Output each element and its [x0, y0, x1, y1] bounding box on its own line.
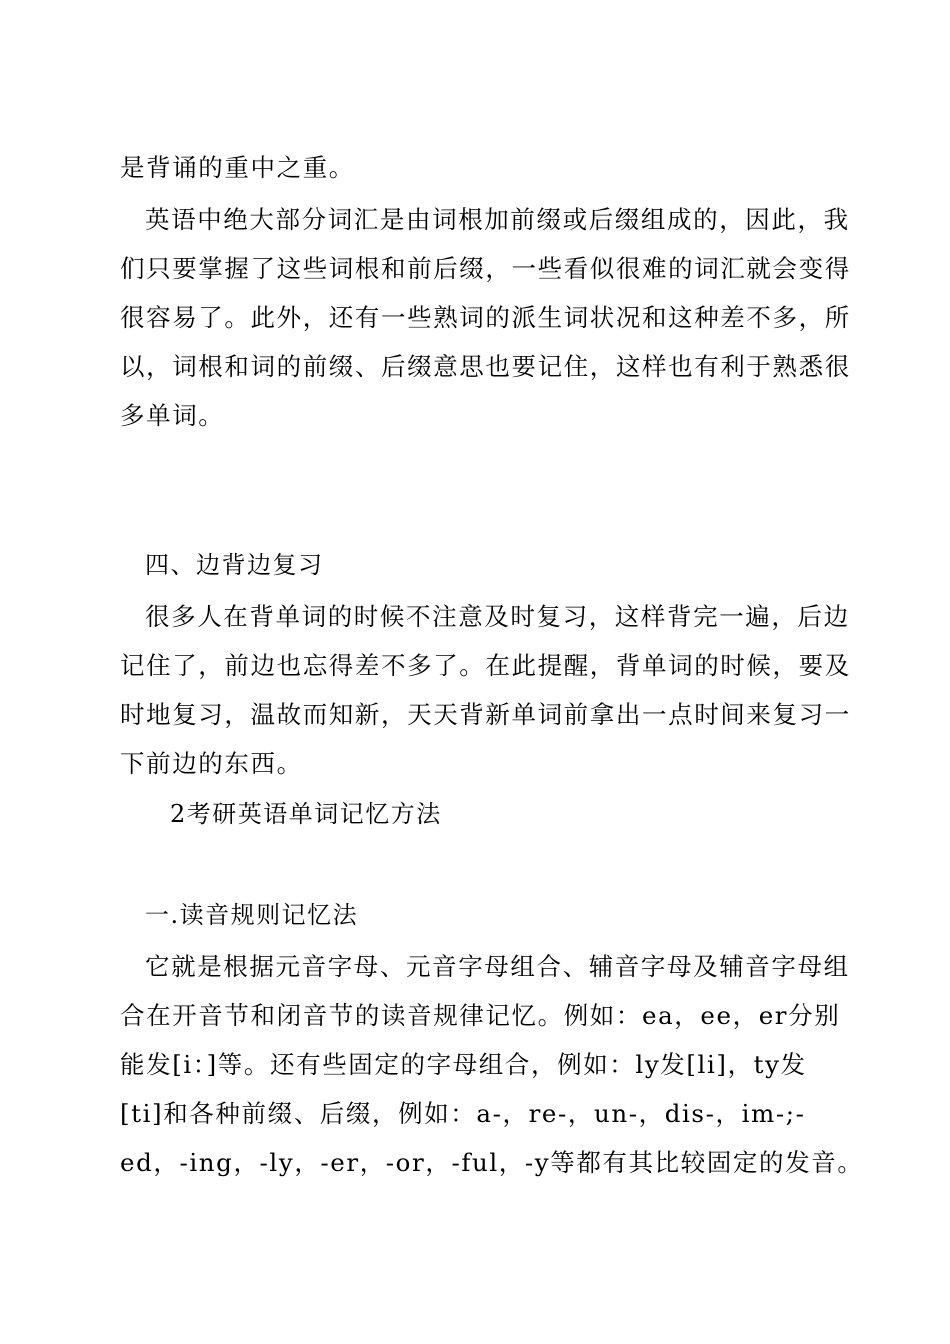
paragraph-line: 时地复习，温故而知新，天天背新单词前拿出一点时间来复习一	[120, 700, 851, 729]
paragraph-line: 是背诵的重中之重。	[120, 153, 355, 182]
paragraph-line: 多单词。	[120, 401, 225, 430]
paragraph-line: 英语中绝大部分词汇是由词根加前缀或后缀组成的，因此，我	[145, 205, 850, 234]
paragraph-line: 合在开音节和闭音节的读音规律记忆。例如：ea，ee，er分别	[120, 1001, 841, 1030]
paragraph-line: 很多人在背单词的时候不注意及时复习，这样背完一遍，后边	[145, 602, 850, 631]
paragraph-line: 以，词根和词的前缀、后缀意思也要记住，这样也有利于熟悉很	[120, 352, 851, 381]
paragraph-line: 能发[i：]等。还有些固定的字母组合，例如：ly发[li]，ty发	[120, 1050, 807, 1079]
section-heading: 四、边背边复习	[145, 551, 324, 579]
paragraph-line: ed，-ing，-ly，-er，-or，-ful，-y等都有其比较固定的发音。	[120, 1148, 864, 1177]
paragraph-line: [ti]和各种前缀、后缀，例如：a-，re-，un-，dis-，im-;-	[120, 1099, 806, 1128]
section-title: 2考研英语单词记忆方法	[170, 800, 442, 828]
paragraph-line: 很容易了。此外，还有一些熟词的派生词状况和这种差不多，所	[120, 303, 851, 332]
paragraph-line: 下前边的东西。	[120, 749, 303, 778]
paragraph-line: 它就是根据元音字母、元音字母组合、辅音字母及辅音字母组	[145, 952, 850, 981]
paragraph-line: 们只要掌握了这些词根和前后缀，一些看似很难的词汇就会变得	[120, 254, 851, 283]
section-heading: 一.读音规则记忆法	[145, 901, 359, 929]
paragraph-line: 记住了，前边也忘得差不多了。在此提醒，背单词的时候，要及	[120, 651, 851, 680]
